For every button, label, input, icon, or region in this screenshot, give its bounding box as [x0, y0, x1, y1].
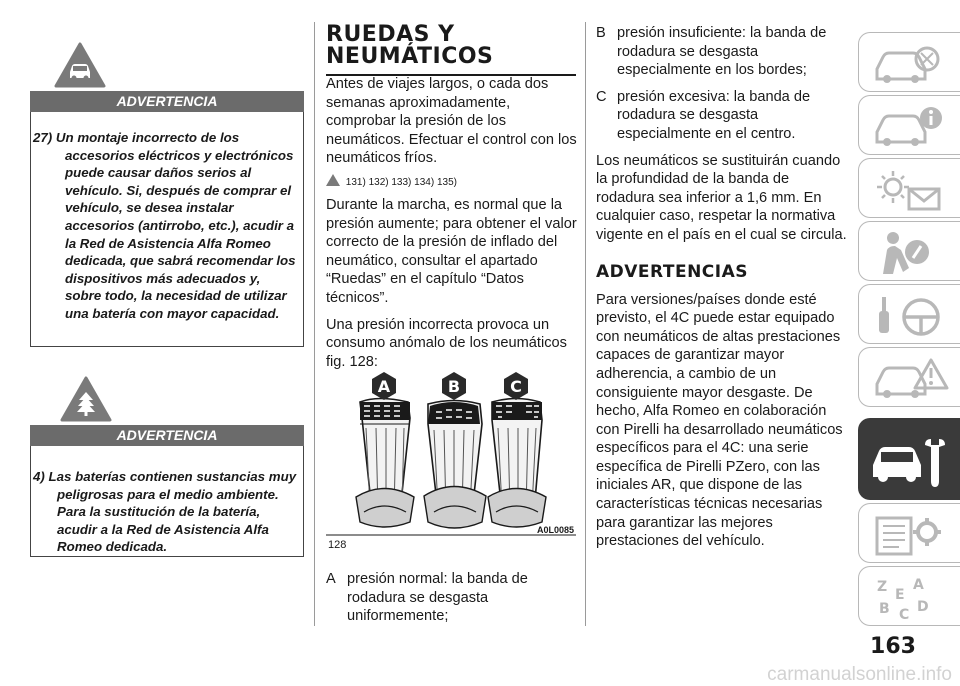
warning-icon-1: [54, 42, 106, 93]
list-item-a: [326, 570, 578, 626]
label-a-badge: [372, 372, 396, 400]
section-intro: Antes de viajes largos, o cada dos semanas aproximadamente, comprobar la presión de los neumáticos. Efectuar el control con los neumáticos fríos.: [326, 76, 577, 167]
column-divider-1: [314, 22, 315, 626]
warning1-header: ADVERTENCIA: [30, 91, 304, 112]
svg-text:D: D: [917, 599, 929, 615]
refs-line: [326, 174, 578, 190]
label-c: C: [510, 377, 522, 396]
section-title: [326, 24, 576, 76]
figure-number: 128: [328, 539, 347, 551]
warning-lights-icon: [869, 165, 949, 215]
alphabetical-index-icon: [869, 573, 949, 623]
tire-wear-figure: [326, 362, 576, 552]
warning2-header: ADVERTENCIA: [30, 425, 304, 446]
car-info-icon: [869, 102, 949, 152]
section-title-line1: RUEDAS Y: [326, 22, 455, 47]
car-dashboard-icon: [869, 39, 949, 89]
svg-text:A: A: [913, 577, 924, 593]
tab-car-maintenance[interactable]: [858, 418, 960, 500]
advertencias-heading: ADVERTENCIAS: [596, 261, 749, 282]
warning-icon-2: [60, 376, 112, 427]
warning2-item: [33, 468, 299, 556]
tab-car-dashboard[interactable]: [858, 32, 960, 92]
list-letter-a: A: [326, 571, 336, 587]
tire-b: [424, 401, 486, 529]
tab-warning-lights[interactable]: [858, 158, 960, 218]
tab-car-info[interactable]: [858, 95, 960, 155]
svg-text:C: C: [899, 607, 910, 623]
warning2-box: [30, 446, 304, 557]
right-para1: Los neumáticos se sustituirán cuando la profundidad de la banda de rodadura sea inferior a 1,6 mm. En cualquier caso, respetar la normativa vigente en el país en el cual se circula.: [596, 152, 847, 243]
list-item-c: [596, 88, 850, 144]
tire-a: [356, 399, 414, 528]
airbag-person-icon: [869, 228, 949, 278]
section-title-line2: NEUMÁTICOS: [326, 44, 494, 69]
list-item-b: [596, 24, 850, 80]
car-emergency-icon: [869, 354, 949, 404]
label-b: B: [447, 377, 461, 396]
list-text-b: presión insuficiente: la banda de rodadura se desgasta especialmente en los bordes;: [617, 25, 827, 79]
tab-technical-data[interactable]: [858, 503, 960, 563]
label-b-badge: [442, 372, 466, 400]
list-text-a: presión normal: la banda de rodadura se desgasta uniformemente;: [347, 571, 528, 625]
car-maintenance-icon: [869, 425, 949, 495]
warning1-item: [33, 129, 299, 323]
page-number: 163: [870, 634, 916, 659]
svg-text:B: B: [879, 601, 890, 617]
warning2-text: Las baterías contienen sustancias muy peligrosas para el medio ambiente. Para la sustitución de la batería, acudir a la Red de Asistencia Alfa Romeo dedicada.: [48, 469, 297, 555]
warning1-number: 27): [33, 130, 53, 145]
tab-key-steering[interactable]: [858, 284, 960, 344]
list-text-c: presión excesiva: la banda de rodadura se desgasta especialmente en el centro.: [617, 88, 811, 142]
label-a: A: [377, 377, 391, 396]
tab-alphabetical-index[interactable]: [858, 566, 960, 626]
warning1-text: Un montaje incorrecto de los accesorios eléctricos y electrónicos puede causar daños serios al vehículo. Si, después de comprar el vehículo, se desea instalar accesorios (antirrobo, etc.), acudir a la Red de Asistencia Alfa Romeo dedicada, que sabrá recomendar los dispositivos más adecuados y, sobre todo, la necesidad de utilizar una batería con mayor capacidad.: [55, 130, 296, 321]
column-divider-2: [585, 22, 586, 626]
warning2-number: 4): [33, 469, 45, 484]
list-letter-c: C: [596, 88, 607, 105]
right-para2: Para versiones/países donde esté previsto, el 4C puede estar equipado con neumáticos de altas prestaciones capaces de garantizar mayor adherencia, a cambio de un consiguiente mayor desgaste. De hecho, Alfa Romeo en colaboración con Pirelli ha desarrollado neumáticos específicos para el 4C: una serie específica de Pirelli PZero, con las iniciales AR, que dispone de las características técnicas necesarias para garantizar las mejores prestaciones del vehículo.: [596, 291, 843, 550]
list-letter-b: B: [596, 25, 606, 41]
section-para2: Durante la marcha, es normal que la presión aumente; para obtener el valor correcto de la presión de inflado del neumático, consultar el apartado “Ruedas” en el capítulo “Datos técnicos”.: [326, 196, 577, 306]
section-refs: 131) 132) 133) 134) 135): [345, 176, 457, 188]
key-steering-icon: [869, 291, 949, 341]
tire-c: [488, 399, 546, 528]
tab-airbag[interactable]: [858, 221, 960, 281]
label-c-badge: [504, 372, 528, 400]
watermark: carmanualsonline.info: [767, 664, 952, 685]
svg-text:Z: Z: [877, 579, 888, 595]
tab-car-emergency[interactable]: [858, 347, 960, 407]
figure-code: A0L0085: [536, 525, 574, 535]
warning-triangle-icon: [326, 174, 340, 186]
warning1-box: [30, 112, 304, 347]
technical-data-icon: [869, 510, 949, 560]
svg-text:E: E: [895, 587, 905, 603]
wear-list-a: [326, 570, 578, 634]
section-para3: Una presión incorrecta provoca un consumo anómalo de los neumáticos fig. 128:: [326, 316, 567, 370]
